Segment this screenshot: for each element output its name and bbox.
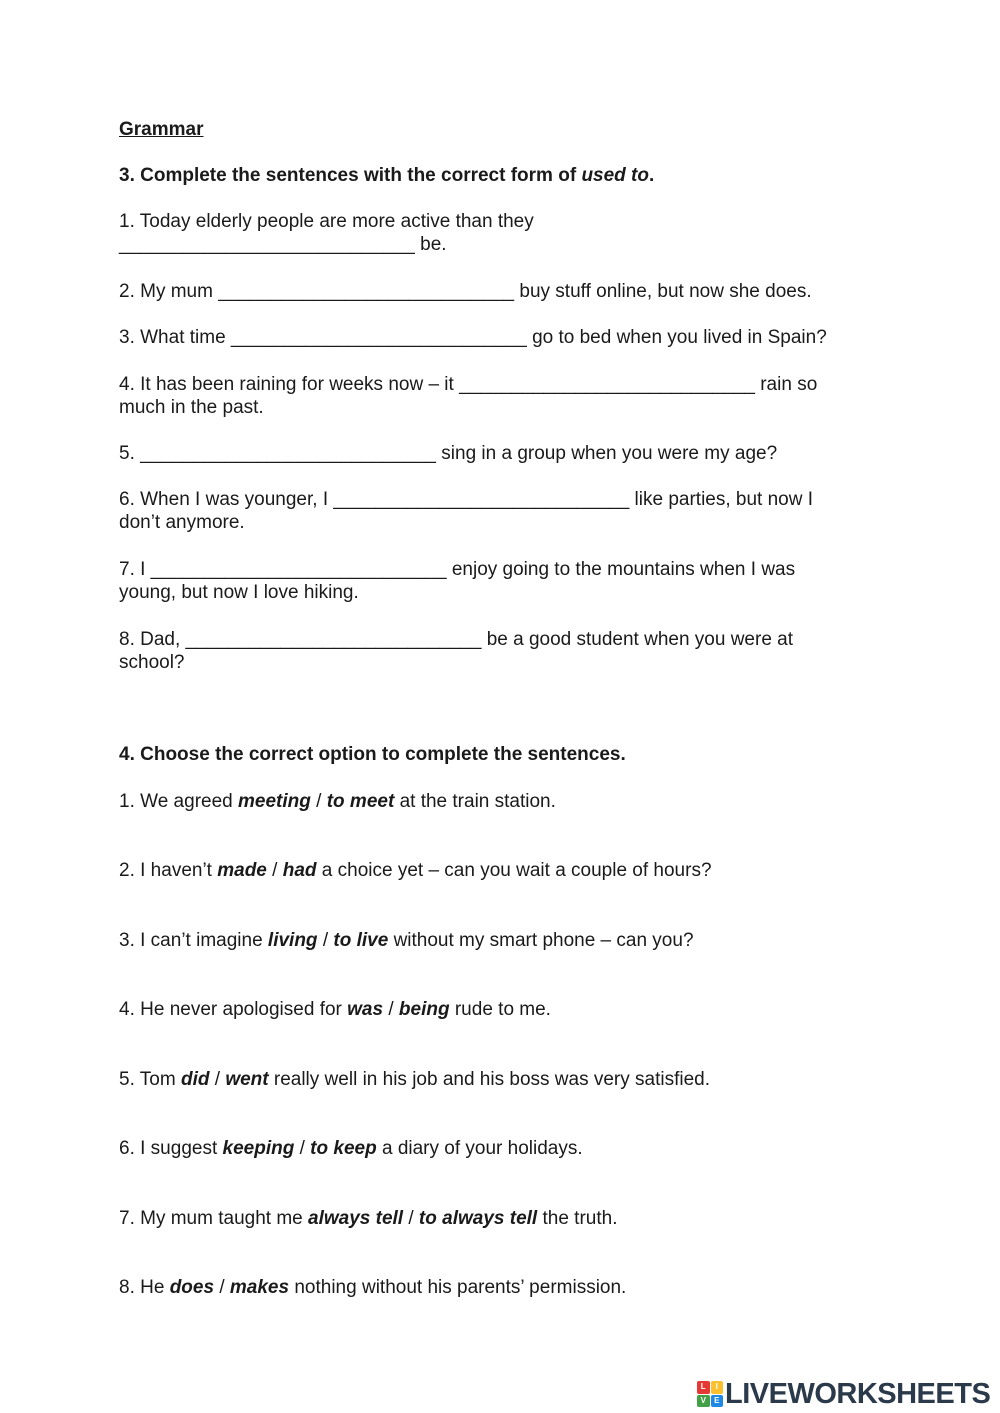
option-separator: / bbox=[317, 930, 334, 951]
option-2[interactable]: went bbox=[225, 1069, 269, 1090]
option-2[interactable]: to live bbox=[333, 930, 389, 951]
item-line: 6. When I was younger, I ____________________________ like parties, but now I bbox=[119, 489, 814, 510]
item-line: 7. I ____________________________ enjoy going to the mountains when I was bbox=[119, 559, 796, 580]
exercise-4-item-1 bbox=[119, 790, 879, 813]
exercise-4-item-4 bbox=[119, 998, 879, 1021]
item-line: ____________________________ be. bbox=[119, 234, 447, 255]
exercise-4-item-6 bbox=[119, 1137, 879, 1160]
option-2[interactable]: being bbox=[398, 999, 450, 1020]
item-line: 2. My mum ____________________________ buy stuff online, but now she does. bbox=[119, 281, 812, 302]
item-line: school? bbox=[119, 652, 185, 673]
exercise-3-instruction-end: . bbox=[649, 165, 655, 186]
exercise-4-item-3 bbox=[119, 929, 879, 952]
item-text: 1. We agreed bbox=[119, 791, 239, 812]
item-text: 4. He never apologised for bbox=[119, 999, 348, 1020]
exercise-3-item-5 bbox=[119, 442, 879, 465]
item-line: young, but now I love hiking. bbox=[119, 582, 359, 603]
option-separator: / bbox=[294, 1138, 311, 1159]
logo-mark-letter: I bbox=[711, 1381, 724, 1394]
item-text: rude to me. bbox=[449, 999, 551, 1020]
item-text: 6. I suggest bbox=[119, 1138, 223, 1159]
option-1[interactable]: always tell bbox=[308, 1208, 404, 1229]
logo-text: LIVEWORKSHEETS bbox=[725, 1377, 991, 1410]
item-line: much in the past. bbox=[119, 397, 264, 418]
exercise-3-item-6 bbox=[119, 488, 879, 534]
item-text: 3. I can’t imagine bbox=[119, 930, 268, 951]
option-2[interactable]: to always tell bbox=[418, 1208, 538, 1229]
exercise-3-item-3 bbox=[119, 326, 879, 349]
exercise-3-instruction-italic: used to bbox=[581, 165, 649, 186]
item-text: 8. He bbox=[119, 1277, 170, 1298]
exercise-4-item-2 bbox=[119, 859, 879, 882]
exercise-4-instruction: 4. Choose the correct option to complete the sentences. bbox=[119, 744, 626, 765]
option-2[interactable]: to keep bbox=[310, 1138, 377, 1159]
item-line: don’t anymore. bbox=[119, 512, 245, 533]
item-text: nothing without his parents’ permission. bbox=[289, 1277, 627, 1298]
option-separator: / bbox=[266, 860, 283, 881]
option-separator: / bbox=[209, 1069, 226, 1090]
option-separator: / bbox=[383, 999, 399, 1020]
item-text: a choice yet – can you wait a couple of hours? bbox=[316, 860, 712, 881]
item-text: the truth. bbox=[537, 1208, 618, 1229]
exercise-3-instruction bbox=[119, 165, 654, 187]
option-2[interactable]: to meet bbox=[326, 791, 395, 812]
item-text: a diary of your holidays. bbox=[376, 1138, 583, 1159]
option-1[interactable]: did bbox=[180, 1069, 210, 1090]
item-line: 1. Today elderly people are more active than they bbox=[119, 211, 534, 232]
option-1[interactable]: keeping bbox=[222, 1138, 295, 1159]
item-text: 2. I haven’t bbox=[119, 860, 218, 881]
exercise-3-item-2 bbox=[119, 280, 879, 303]
exercise-3-item-1 bbox=[119, 210, 879, 256]
option-1[interactable]: living bbox=[267, 930, 318, 951]
option-separator: / bbox=[214, 1277, 230, 1298]
exercise-3-item-8 bbox=[119, 628, 879, 674]
section-title: Grammar bbox=[119, 119, 204, 140]
exercise-3-item-7 bbox=[119, 558, 879, 604]
item-line: 3. What time ____________________________ go to bed when you lived in Spain? bbox=[119, 327, 827, 348]
exercise-3-instruction-text: 3. Complete the sentences with the correct form of bbox=[119, 165, 582, 186]
option-2[interactable]: makes bbox=[229, 1277, 290, 1298]
item-text: 5. Tom bbox=[119, 1069, 181, 1090]
option-separator: / bbox=[310, 791, 327, 812]
exercise-4-item-8 bbox=[119, 1276, 879, 1299]
option-1[interactable]: was bbox=[347, 999, 384, 1020]
item-text: 7. My mum taught me bbox=[119, 1208, 309, 1229]
item-text: at the train station. bbox=[394, 791, 556, 812]
option-1[interactable]: does bbox=[169, 1277, 215, 1298]
exercise-4-item-5 bbox=[119, 1068, 879, 1091]
item-line: 8. Dad, ____________________________ be a good student when you were at bbox=[119, 629, 794, 650]
logo-mark-letter: E bbox=[711, 1395, 724, 1408]
item-text: really well in his job and his boss was very satisfied. bbox=[268, 1069, 711, 1090]
item-line: 4. It has been raining for weeks now – it ____________________________ rain so bbox=[119, 374, 818, 395]
logo-mark-icon bbox=[697, 1381, 723, 1407]
exercise-4-item-7 bbox=[119, 1207, 879, 1230]
item-line: 5. ____________________________ sing in a group when you were my age? bbox=[119, 443, 778, 464]
liveworksheets-logo bbox=[697, 1378, 990, 1410]
logo-mark-letter: L bbox=[697, 1381, 710, 1394]
exercise-3-item-4 bbox=[119, 373, 879, 419]
option-2[interactable]: had bbox=[282, 860, 317, 881]
logo-mark-letter: V bbox=[697, 1395, 710, 1408]
option-separator: / bbox=[403, 1208, 419, 1229]
item-text: without my smart phone – can you? bbox=[388, 930, 694, 951]
option-1[interactable]: made bbox=[217, 860, 267, 881]
option-1[interactable]: meeting bbox=[238, 791, 311, 812]
